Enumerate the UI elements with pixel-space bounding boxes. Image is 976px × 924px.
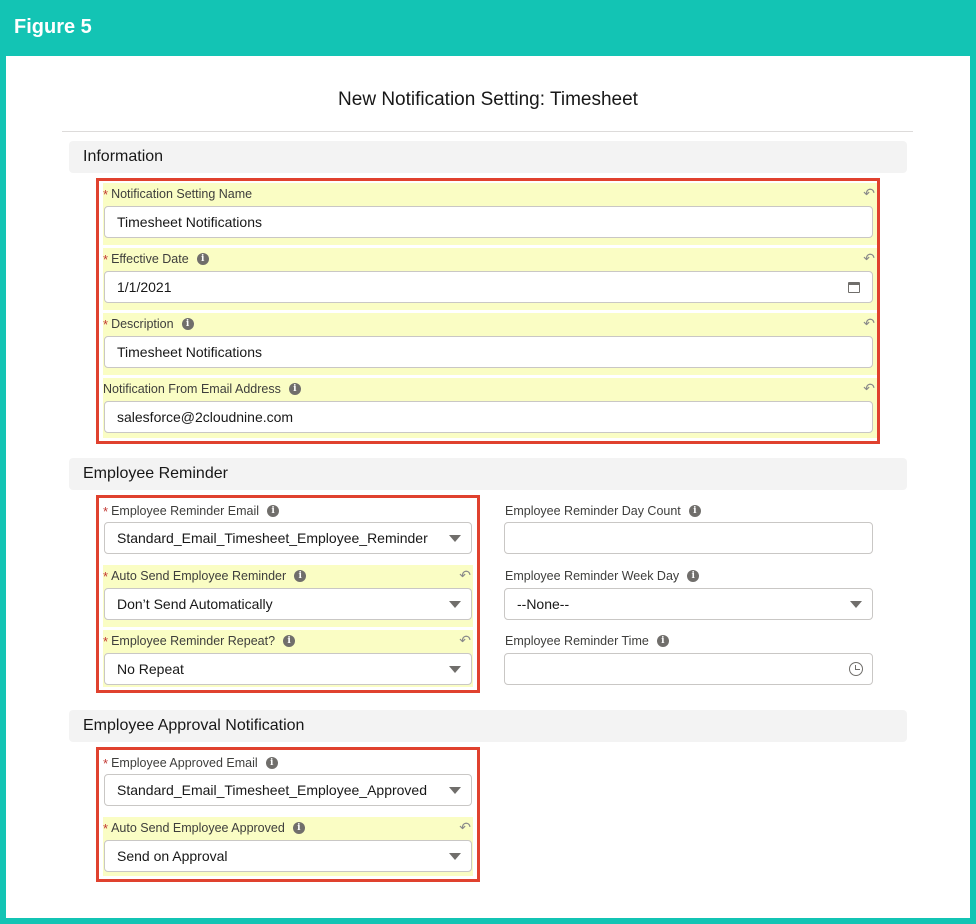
section-employee-approval[interactable]	[69, 710, 907, 742]
title-divider	[62, 131, 913, 132]
required-marker: *	[103, 186, 109, 202]
figure-header	[0, 0, 976, 56]
chevron-down-icon	[449, 666, 461, 673]
figure-label: Figure 5	[14, 16, 92, 38]
approved-email-select[interactable]	[104, 774, 472, 806]
chevron-down-icon	[449, 853, 461, 860]
auto-send-reminder-select[interactable]	[104, 588, 472, 620]
info-icon[interactable]: i	[293, 822, 305, 834]
required-marker: *	[103, 755, 109, 771]
field-label: Employee Reminder Week Day	[505, 569, 680, 583]
field-label: Employee Reminder Time	[505, 634, 649, 648]
required-marker: *	[103, 503, 109, 519]
chevron-down-icon	[449, 787, 461, 794]
undo-icon[interactable]: ↶	[863, 250, 875, 266]
info-icon[interactable]: i	[289, 383, 301, 395]
field-label: Employee Reminder Repeat?	[111, 634, 276, 648]
from-email-input[interactable]	[104, 401, 873, 433]
reminder-time-input[interactable]	[504, 653, 873, 685]
field-day-count-label-row	[505, 500, 873, 522]
chevron-down-icon	[850, 601, 862, 608]
field-from-email-label-row	[103, 378, 877, 400]
field-reminder-email-label-row	[103, 500, 473, 522]
field-auto-send-approved-label-row	[103, 817, 473, 839]
undo-icon[interactable]: ↶	[459, 819, 471, 835]
calendar-icon[interactable]	[848, 282, 860, 293]
required-marker: *	[103, 316, 109, 332]
effective-date-input[interactable]	[104, 271, 873, 303]
field-label: Auto Send Employee Approved	[111, 821, 285, 835]
field-auto-send-reminder-label-row	[103, 565, 473, 587]
input-value: salesforce@2cloudnine.com	[117, 409, 294, 425]
field-effective-date-label-row	[103, 248, 877, 270]
required-marker: *	[103, 820, 109, 836]
auto-send-approved-select[interactable]	[104, 840, 472, 872]
info-icon[interactable]: i	[689, 505, 701, 517]
info-icon[interactable]: i	[197, 253, 209, 265]
chevron-down-icon	[449, 601, 461, 608]
field-time-label-row	[505, 630, 873, 652]
field-label: Description	[111, 317, 174, 331]
reminder-email-select[interactable]	[104, 522, 472, 554]
input-value: Timesheet Notifications	[117, 214, 262, 230]
modal-title: New Notification Setting: Timesheet	[338, 89, 638, 110]
section-title: Employee Reminder	[83, 465, 228, 482]
field-description-label-row	[103, 313, 877, 335]
info-icon[interactable]: i	[182, 318, 194, 330]
select-value: Standard_Email_Timesheet_Employee_Approved	[117, 782, 427, 798]
info-icon[interactable]: i	[294, 570, 306, 582]
section-title: Employee Approval Notification	[83, 717, 305, 734]
input-value: Timesheet Notifications	[117, 344, 262, 360]
field-week-day-label-row	[505, 565, 873, 587]
input-value: 1/1/2021	[117, 279, 172, 295]
required-marker: *	[103, 568, 109, 584]
field-label: Notification From Email Address	[103, 382, 281, 396]
undo-icon[interactable]: ↶	[459, 632, 471, 648]
select-value: Don’t Send Automatically	[117, 596, 273, 612]
section-information[interactable]	[69, 141, 907, 173]
undo-icon[interactable]: ↶	[863, 380, 875, 396]
undo-icon[interactable]: ↶	[459, 567, 471, 583]
chevron-down-icon	[449, 535, 461, 542]
section-title: Information	[83, 148, 164, 165]
field-label: Employee Reminder Day Count	[505, 504, 681, 518]
field-approved-email-label-row	[103, 752, 473, 774]
field-label: Employee Approved Email	[111, 756, 258, 770]
field-label: Auto Send Employee Reminder	[111, 569, 287, 583]
info-icon[interactable]: i	[283, 635, 295, 647]
reminder-repeat-select[interactable]	[104, 653, 472, 685]
undo-icon[interactable]: ↶	[863, 315, 875, 331]
field-label: Employee Reminder Email	[111, 504, 260, 518]
field-label: Notification Setting Name	[111, 187, 253, 201]
notification-setting-name-input[interactable]	[104, 206, 873, 238]
field-name-label-row	[103, 183, 877, 205]
select-value: Send on Approval	[117, 848, 228, 864]
reminder-week-day-select[interactable]	[504, 588, 873, 620]
select-value: Standard_Email_Timesheet_Employee_Reminder	[117, 530, 428, 546]
undo-icon[interactable]: ↶	[863, 185, 875, 201]
info-icon[interactable]: i	[267, 505, 279, 517]
info-icon[interactable]: i	[657, 635, 669, 647]
info-icon[interactable]: i	[266, 757, 278, 769]
reminder-day-count-input[interactable]	[504, 522, 873, 554]
field-reminder-repeat-label-row	[103, 630, 473, 652]
info-icon[interactable]: i	[687, 570, 699, 582]
select-value: --None--	[517, 596, 570, 612]
select-value: No Repeat	[117, 661, 184, 677]
required-marker: *	[103, 251, 109, 267]
section-employee-reminder[interactable]	[69, 458, 907, 490]
required-marker: *	[103, 633, 109, 649]
field-label: Effective Date	[111, 252, 189, 266]
description-input[interactable]	[104, 336, 873, 368]
clock-icon[interactable]	[849, 662, 863, 676]
